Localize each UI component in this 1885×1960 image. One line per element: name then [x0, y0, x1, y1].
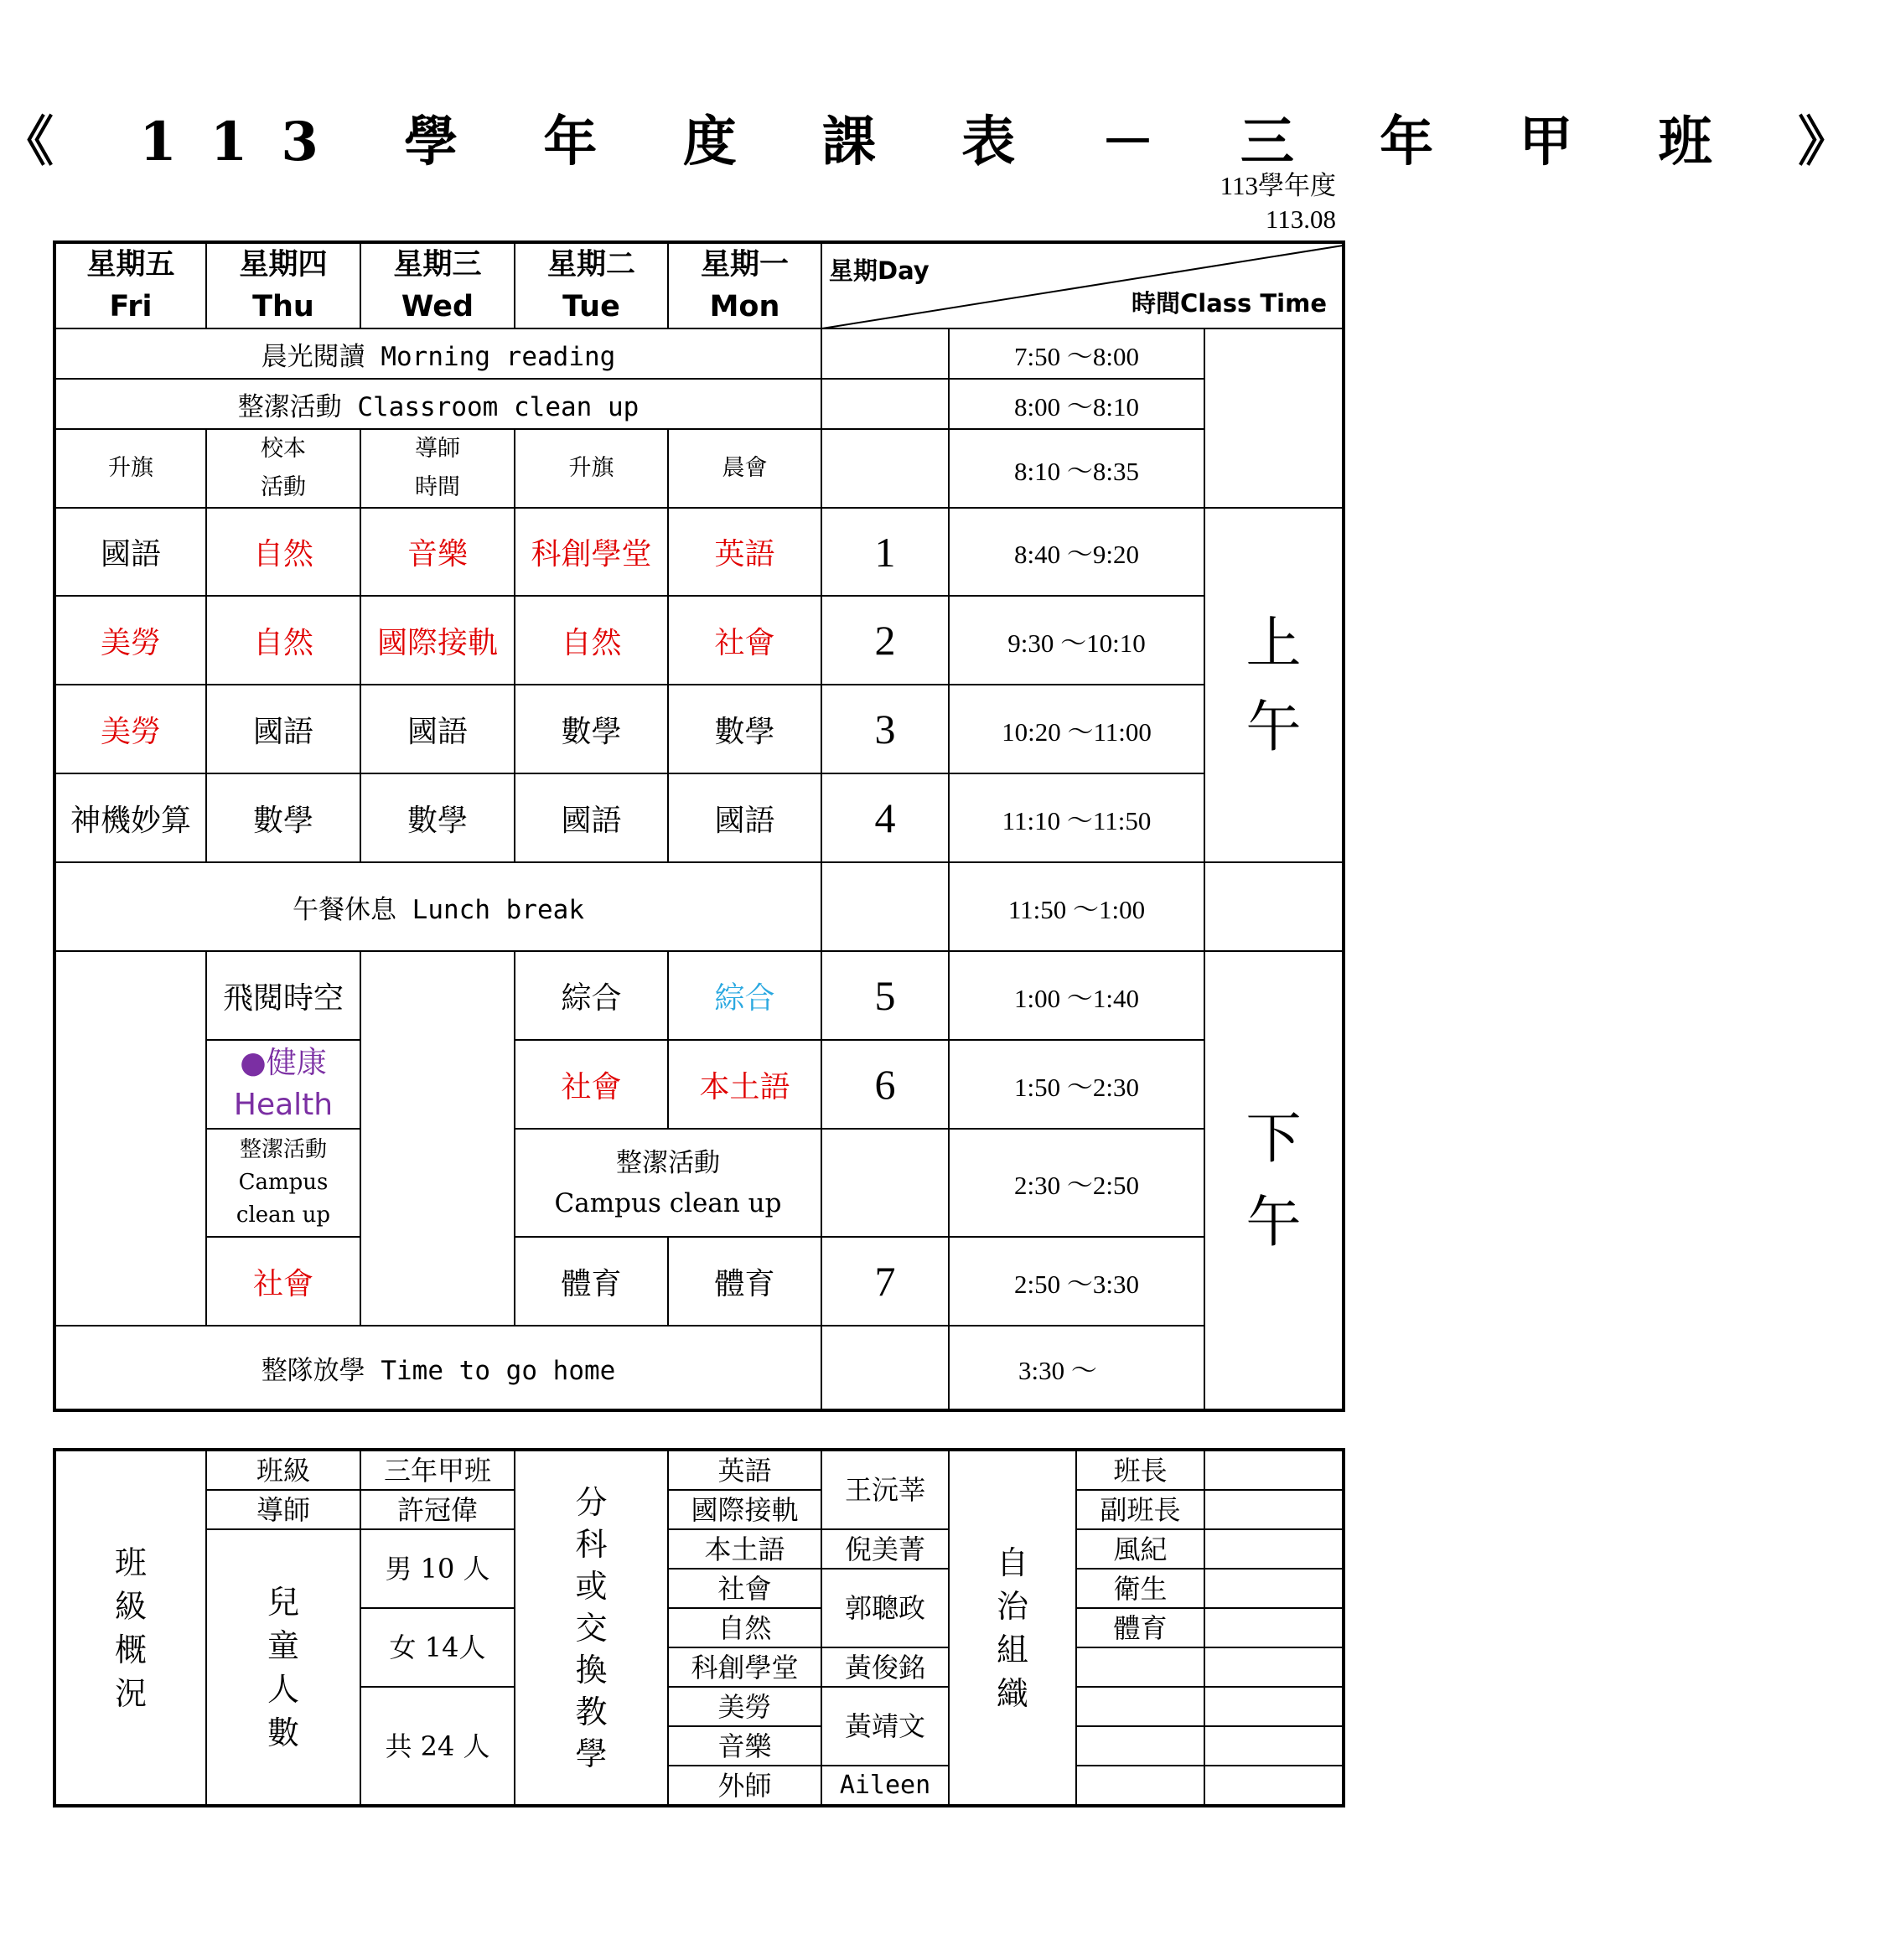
class-cell: 社會 — [668, 596, 821, 685]
class-cell: 英語 — [668, 508, 821, 596]
time-slot: 1:00 ～1:40 — [949, 951, 1204, 1040]
subject-teacher: 王沅莘 — [821, 1450, 949, 1529]
class-cell-health: ●健康 Health — [206, 1040, 360, 1129]
time-slot: 9:30 ～10:10 — [949, 596, 1204, 685]
subject-name: 科創學堂 — [668, 1647, 821, 1687]
am-blank — [1204, 328, 1344, 508]
time-slot: 1:50 ～2:30 — [949, 1040, 1204, 1129]
self-government-label: 自 治 組 織 — [949, 1450, 1076, 1806]
morning-session-mon: 晨會 — [668, 429, 821, 508]
role-holder — [1204, 1569, 1344, 1608]
subject-teacher: Aileen — [821, 1766, 949, 1806]
class-cell: 國語 — [54, 508, 206, 596]
class-cell: 本土語 — [668, 1040, 821, 1129]
role-name: 體育 — [1076, 1608, 1204, 1647]
lunch-blank — [1204, 862, 1344, 951]
period-empty — [821, 1129, 949, 1237]
class-cell: 國語 — [206, 685, 360, 773]
class-cell: 國語 — [668, 773, 821, 862]
time-label: 時間Class Time — [1131, 289, 1327, 318]
time-slot: 11:50 ～1:00 — [949, 862, 1204, 951]
campus-clean-thu: 整潔活動 Campus clean up — [206, 1129, 360, 1237]
class-cell: 綜合 — [515, 951, 668, 1040]
subject-name: 外師 — [668, 1766, 821, 1806]
period-number: 1 — [821, 508, 949, 596]
role-holder — [1204, 1450, 1344, 1490]
class-cell: 飛閱時空 — [206, 951, 360, 1040]
timetable — [53, 240, 1345, 1412]
role-holder — [1204, 1766, 1344, 1806]
subject-teacher: 倪美菁 — [821, 1529, 949, 1569]
class-cell: 數學 — [515, 685, 668, 773]
subject-name: 本土語 — [668, 1529, 821, 1569]
role-holder — [1204, 1490, 1344, 1529]
class-cell: 神機妙算 — [54, 773, 206, 862]
day-fri: 星期五 Fri — [54, 242, 206, 328]
role-name: 風紀 — [1076, 1529, 1204, 1569]
subject-teaching-label: 分 科 或 交 換 教 學 — [515, 1450, 668, 1806]
wed-pm-blank — [360, 951, 515, 1326]
morning-label: 上 午 — [1204, 508, 1344, 862]
time-slot: 3:30 ～ — [949, 1326, 1204, 1410]
morning-session-fri: 升旗 — [54, 429, 206, 508]
issue-date: 113.08 — [1265, 204, 1336, 234]
class-cell: 社會 — [515, 1040, 668, 1129]
class-cell: 數學 — [206, 773, 360, 862]
class-cell: 國際接軌 — [360, 596, 515, 685]
subject-teacher: 郭聰政 — [821, 1569, 949, 1647]
time-slot: 8:10 ～8:35 — [949, 429, 1204, 508]
role-name: 副班長 — [1076, 1490, 1204, 1529]
morning-session-wed: 導師 時間 — [360, 429, 515, 508]
period-empty — [821, 862, 949, 951]
afternoon-label: 下 午 — [1204, 951, 1344, 1410]
morning-session-tue: 升旗 — [515, 429, 668, 508]
time-slot: 2:50 ～3:30 — [949, 1237, 1204, 1326]
role-name-empty — [1076, 1766, 1204, 1806]
class-label: 班級 — [206, 1450, 360, 1490]
class-cell: 美勞 — [54, 685, 206, 773]
period-empty — [821, 1326, 949, 1410]
period-number: 4 — [821, 773, 949, 862]
role-holder — [1204, 1726, 1344, 1766]
class-cell: 體育 — [515, 1237, 668, 1326]
role-name-empty — [1076, 1687, 1204, 1726]
diagonal-header-cell — [821, 242, 1344, 328]
class-cell: 國語 — [360, 685, 515, 773]
campus-clean-tue-mon: 整潔活動 Campus clean up — [515, 1129, 821, 1237]
teacher-label: 導師 — [206, 1490, 360, 1529]
class-cell: 綜合 — [668, 951, 821, 1040]
subject-name: 自然 — [668, 1608, 821, 1647]
role-holder — [1204, 1608, 1344, 1647]
time-slot: 7:50 ～8:00 — [949, 328, 1204, 379]
subject-teacher: 黃俊銘 — [821, 1647, 949, 1687]
class-cell: 社會 — [206, 1237, 360, 1326]
class-info-table — [53, 1448, 1345, 1807]
class-cell: 體育 — [668, 1237, 821, 1326]
day-wed: 星期三 Wed — [360, 242, 515, 328]
time-slot: 8:00 ～8:10 — [949, 379, 1204, 429]
period-number: 2 — [821, 596, 949, 685]
period-empty — [821, 429, 949, 508]
morning-session-thu: 校本 活動 — [206, 429, 360, 508]
class-cell: 美勞 — [54, 596, 206, 685]
total-count: 共 24 人 — [360, 1687, 515, 1806]
day-mon: 星期一 Mon — [668, 242, 821, 328]
girls-count: 女 14人 — [360, 1608, 515, 1687]
role-name: 衛生 — [1076, 1569, 1204, 1608]
class-cell: 數學 — [668, 685, 821, 773]
class-cell: 數學 — [360, 773, 515, 862]
day-tue: 星期二 Tue — [515, 242, 668, 328]
period-number: 3 — [821, 685, 949, 773]
go-home-row: 整隊放學 Time to go home — [54, 1326, 821, 1410]
page-title: 《 113 學 年 度 課 表 － 三 年 甲 班 》 — [0, 111, 1885, 173]
students-label: 兒 童 人 數 — [206, 1529, 360, 1806]
role-name-empty — [1076, 1647, 1204, 1687]
subject-name: 美勞 — [668, 1687, 821, 1726]
subject-name: 英語 — [668, 1450, 821, 1490]
period-number: 5 — [821, 951, 949, 1040]
role-name-empty — [1076, 1726, 1204, 1766]
period-number: 7 — [821, 1237, 949, 1326]
lunch-row: 午餐休息 Lunch break — [54, 862, 821, 951]
period-empty — [821, 328, 949, 379]
fri-pm-blank — [54, 951, 206, 1326]
subject-name: 社會 — [668, 1569, 821, 1608]
subject-name: 國際接軌 — [668, 1490, 821, 1529]
class-cell: 國語 — [515, 773, 668, 862]
time-slot: 10:20 ～11:00 — [949, 685, 1204, 773]
role-holder — [1204, 1687, 1344, 1726]
time-slot: 2:30 ～2:50 — [949, 1129, 1204, 1237]
class-cell: 音樂 — [360, 508, 515, 596]
document-meta — [1220, 169, 1336, 236]
day-thu: 星期四 Thu — [206, 242, 360, 328]
role-holder — [1204, 1529, 1344, 1569]
day-label: 星期Day — [829, 256, 930, 285]
role-holder — [1204, 1647, 1344, 1687]
school-year: 113學年度 — [1220, 171, 1336, 200]
teacher-value: 許冠偉 — [360, 1490, 515, 1529]
role-name: 班長 — [1076, 1450, 1204, 1490]
subject-teacher: 黃靖文 — [821, 1687, 949, 1766]
boys-count: 男 10 人 — [360, 1529, 515, 1608]
time-slot: 11:10 ～11:50 — [949, 773, 1204, 862]
subject-name: 音樂 — [668, 1726, 821, 1766]
period-empty — [821, 379, 949, 429]
class-overview-label: 班 級 概 況 — [54, 1450, 206, 1806]
classroom-clean-row: 整潔活動 Classroom clean up — [54, 379, 821, 429]
class-cell: 自然 — [206, 508, 360, 596]
morning-reading-row: 晨光閱讀 Morning reading — [54, 328, 821, 379]
class-value: 三年甲班 — [360, 1450, 515, 1490]
class-cell: 自然 — [206, 596, 360, 685]
period-number: 6 — [821, 1040, 949, 1129]
time-slot: 8:40 ～9:20 — [949, 508, 1204, 596]
class-cell: 科創學堂 — [515, 508, 668, 596]
class-cell: 自然 — [515, 596, 668, 685]
